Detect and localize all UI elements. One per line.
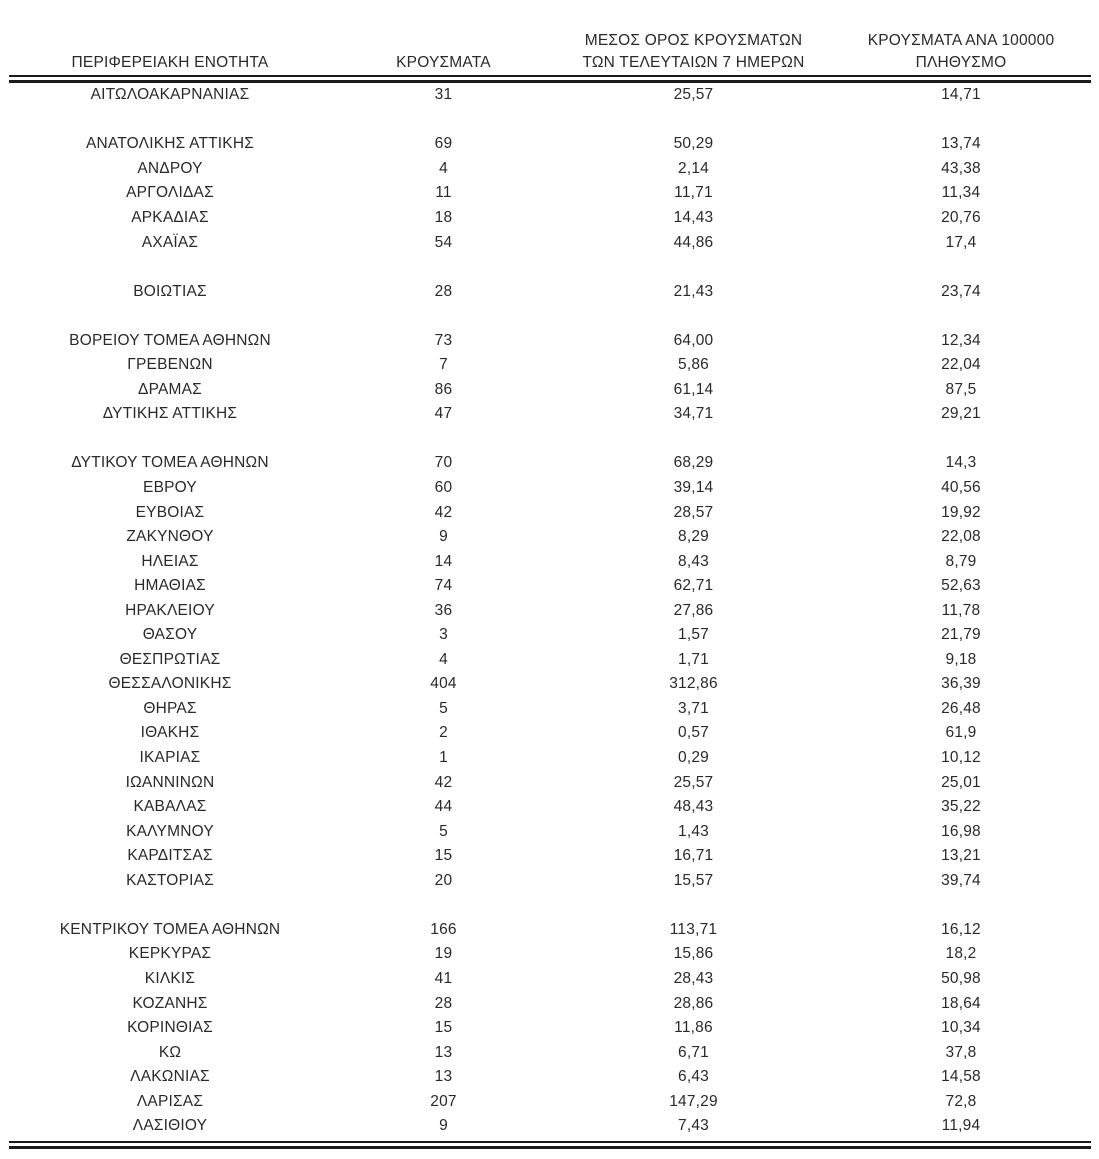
cases-cell: 41 <box>434 969 453 987</box>
cases-cell: 60 <box>434 479 453 497</box>
table-row <box>9 746 1091 771</box>
region-cell: ΚΙΛΚΙΣ <box>144 969 196 987</box>
table-row <box>9 697 1091 722</box>
table-row <box>9 844 1091 869</box>
per-100k-cell: 14,58 <box>941 1068 981 1086</box>
cases-cell: 15 <box>434 1019 453 1037</box>
table-row <box>9 967 1091 992</box>
region-cell: ΘΕΣΣΑΛΟΝΙΚΗΣ <box>108 675 232 693</box>
cases-cell: 20 <box>434 871 453 889</box>
region-cell: ΘΗΡΑΣ <box>143 699 197 717</box>
per-100k-cell: 29,21 <box>941 405 981 423</box>
column-header-cases <box>331 52 556 74</box>
per-100k-cell: 14,3 <box>945 454 977 472</box>
avg-7d-cell: 28,43 <box>673 969 714 987</box>
region-cell: ΒΟΡΕΙΟΥ ΤΟΜΕΑ ΑΘΗΝΩΝ <box>69 331 271 349</box>
avg-7d-cell: 28,57 <box>673 503 714 521</box>
cases-cell: 44 <box>434 798 453 816</box>
cases-cell: 28 <box>434 282 453 300</box>
table-bottom-rule <box>9 1141 1091 1149</box>
per-100k-cell: 72,8 <box>945 1092 977 1110</box>
cases-cell: 166 <box>430 920 457 938</box>
avg-7d-cell: 5,86 <box>678 356 709 374</box>
table-row <box>9 770 1091 795</box>
group-separator <box>9 108 1091 133</box>
region-cell: ΚΑΒΑΛΑΣ <box>133 798 207 816</box>
per-100k-cell: 36,39 <box>941 675 981 693</box>
avg-7d-cell: 27,86 <box>673 601 714 619</box>
region-cell: ΔΥΤΙΚΟΥ ΤΟΜΕΑ ΑΘΗΝΩΝ <box>71 454 269 472</box>
per-100k-cell: 11,34 <box>941 184 981 202</box>
region-cell: ΚΑΡΔΙΤΣΑΣ <box>127 847 213 865</box>
region-cell: ΑΝΑΤΟΛΙΚΗΣ ΑΤΤΙΚΗΣ <box>85 135 255 153</box>
per-100k-cell: 23,74 <box>941 282 981 300</box>
cases-cell: 15 <box>434 847 453 865</box>
group-separator <box>9 427 1091 452</box>
avg-7d-cell: 15,86 <box>673 945 714 963</box>
per-100k-cell: 87,5 <box>945 380 977 398</box>
avg-7d-cell: 28,86 <box>673 994 714 1012</box>
region-cell: ΔΥΤΙΚΗΣ ΑΤΤΙΚΗΣ <box>102 405 238 423</box>
table-row <box>9 328 1091 353</box>
avg-7d-cell: 21,43 <box>673 282 714 300</box>
per-100k-cell: 18,2 <box>945 945 977 963</box>
per-100k-cell: 18,64 <box>941 994 981 1012</box>
avg-7d-cell: 0,29 <box>678 749 709 767</box>
column-header-per-100k-line2: ΠΛΗΘΥΣΜΟ <box>915 54 1007 71</box>
avg-7d-cell: 11,86 <box>674 1019 713 1037</box>
cases-cell: 13 <box>434 1043 453 1061</box>
per-100k-cell: 13,74 <box>941 135 981 153</box>
avg-7d-cell: 34,71 <box>673 405 714 423</box>
cases-cell: 3 <box>439 626 448 644</box>
table-row <box>9 525 1091 550</box>
avg-7d-cell: 113,71 <box>669 920 718 938</box>
region-cell: ΖΑΚΥΝΘΟΥ <box>126 528 214 546</box>
region-cell: ΗΜΑΘΙΑΣ <box>134 577 206 595</box>
table-row <box>9 402 1091 427</box>
per-100k-cell: 21,79 <box>941 626 981 644</box>
region-cell: ΑΧΑΪΑΣ <box>141 233 199 251</box>
per-100k-cell: 52,63 <box>941 577 981 595</box>
table-row <box>9 181 1091 206</box>
region-cell: ΛΑΡΙΣΑΣ <box>136 1092 204 1110</box>
cases-cell: 404 <box>430 675 457 693</box>
avg-7d-cell: 2,14 <box>678 159 709 177</box>
cases-cell: 11 <box>435 184 452 202</box>
avg-7d-cell: 1,57 <box>678 626 709 644</box>
cases-cell: 13 <box>434 1068 453 1086</box>
avg-7d-cell: 61,14 <box>673 380 714 398</box>
column-header-region-label: ΠΕΡΙΦΕΡΕΙΑΚΗ ΕΝΟΤΗΤΑ <box>71 54 269 71</box>
cases-cell: 47 <box>434 405 453 423</box>
table-row <box>9 819 1091 844</box>
cases-cell: 18 <box>434 209 453 226</box>
table-row <box>9 721 1091 746</box>
per-100k-cell: 11,78 <box>941 601 981 619</box>
region-cell: ΕΒΡΟΥ <box>143 479 197 497</box>
cases-cell: 70 <box>434 454 453 472</box>
table-header <box>9 30 1091 74</box>
region-cell: ΛΑΣΙΘΙΟΥ <box>132 1117 208 1135</box>
per-100k-cell: 20,76 <box>941 209 981 226</box>
cases-cell: 28 <box>434 994 453 1012</box>
per-100k-cell: 14,71 <box>941 86 981 104</box>
cases-cell: 36 <box>434 601 453 619</box>
per-100k-cell: 17,4 <box>945 233 977 251</box>
avg-7d-cell: 0,57 <box>678 724 709 742</box>
table-row <box>9 206 1091 231</box>
table-row <box>9 132 1091 157</box>
region-cell: ΑΡΓΟΛΙΔΑΣ <box>126 184 214 202</box>
header-divider-rule <box>9 75 1091 83</box>
region-cell: ΔΡΑΜΑΣ <box>138 380 202 398</box>
cases-cell: 2 <box>439 724 448 742</box>
avg-7d-cell: 3,71 <box>678 699 709 717</box>
table-row <box>9 672 1091 697</box>
table-row <box>9 500 1091 525</box>
per-100k-cell: 50,98 <box>941 969 981 987</box>
avg-7d-cell: 14,43 <box>673 209 714 226</box>
per-100k-cell: 13,21 <box>941 847 981 865</box>
cases-cell: 42 <box>434 773 453 791</box>
avg-7d-cell: 6,71 <box>678 1043 709 1061</box>
table-row <box>9 1016 1091 1041</box>
per-100k-cell: 11,94 <box>941 1117 981 1135</box>
cases-cell: 207 <box>430 1092 457 1110</box>
cases-cell: 7 <box>439 356 448 374</box>
table-row <box>9 157 1091 182</box>
table-row <box>9 991 1091 1016</box>
region-cell: ΓΡΕΒΕΝΩΝ <box>127 356 213 374</box>
per-100k-cell: 22,08 <box>941 528 981 546</box>
cases-cell: 5 <box>439 822 448 840</box>
column-header-avg-7d-line1: ΜΕΣΟΣ ΟΡΟΣ ΚΡΟΥΣΜΑΤΩΝ <box>584 32 803 49</box>
region-cell: ΚΟΡΙΝΘΙΑΣ <box>127 1019 213 1037</box>
avg-7d-cell: 7,43 <box>678 1117 709 1135</box>
cases-cell: 73 <box>434 331 453 349</box>
avg-7d-cell: 39,14 <box>673 479 714 497</box>
avg-7d-cell: 6,43 <box>678 1068 709 1086</box>
cases-cell: 74 <box>434 577 453 595</box>
avg-7d-cell: 147,29 <box>669 1092 718 1110</box>
cases-cell: 42 <box>434 503 453 521</box>
table-row <box>9 1065 1091 1090</box>
avg-7d-cell: 16,71 <box>673 847 714 865</box>
region-cell: ΚΕΝΤΡΙΚΟΥ ΤΟΜΕΑ ΑΘΗΝΩΝ <box>59 920 281 938</box>
avg-7d-cell: 68,29 <box>673 454 714 472</box>
region-cell: ΚΩ <box>158 1043 182 1061</box>
per-100k-cell: 9,18 <box>945 650 977 668</box>
region-cell: ΗΛΕΙΑΣ <box>141 552 199 570</box>
per-100k-cell: 43,38 <box>941 159 981 177</box>
column-header-region <box>9 52 331 74</box>
table-row <box>9 83 1091 108</box>
region-cell: ΑΙΤΩΛΟΑΚΑΡΝΑΝΙΑΣ <box>90 86 250 104</box>
per-100k-cell: 16,98 <box>941 822 981 840</box>
table-row <box>9 869 1091 894</box>
region-cell: ΙΩΑΝΝΙΝΩΝ <box>125 773 215 791</box>
table-row <box>9 623 1091 648</box>
avg-7d-cell: 64,00 <box>673 331 714 349</box>
region-cell: ΘΑΣΟΥ <box>142 626 198 644</box>
region-cell: ΘΕΣΠΡΩΤΙΑΣ <box>119 650 221 668</box>
table-row <box>9 549 1091 574</box>
avg-7d-cell: 8,43 <box>678 552 709 570</box>
per-100k-cell: 35,22 <box>941 798 981 816</box>
region-cell: ΒΟΙΩΤΙΑΣ <box>133 282 207 300</box>
avg-7d-cell: 11,71 <box>674 184 713 202</box>
avg-7d-cell: 15,57 <box>673 871 714 889</box>
cases-cell: 1 <box>439 749 448 767</box>
group-separator <box>9 893 1091 918</box>
cases-cell: 4 <box>439 650 448 668</box>
per-100k-cell: 39,74 <box>941 871 981 889</box>
region-cell: ΑΝΔΡΟΥ <box>137 159 203 177</box>
cases-cell: 19 <box>434 945 453 963</box>
region-cell: ΚΑΛΥΜΝΟΥ <box>126 822 214 840</box>
cases-by-regional-unit-table <box>9 0 1091 1149</box>
per-100k-cell: 8,79 <box>945 552 977 570</box>
per-100k-cell: 10,34 <box>941 1019 981 1037</box>
per-100k-cell: 61,9 <box>945 724 977 742</box>
region-cell: ΗΡΑΚΛΕΙΟΥ <box>125 601 215 619</box>
table-row <box>9 795 1091 820</box>
table-row <box>9 598 1091 623</box>
table-body <box>9 83 1091 1139</box>
cases-cell: 9 <box>439 528 448 546</box>
per-100k-cell: 26,48 <box>941 699 981 717</box>
column-header-avg-7d <box>556 30 831 74</box>
region-cell: ΚΕΡΚΥΡΑΣ <box>128 945 212 963</box>
table-row <box>9 476 1091 501</box>
group-separator <box>9 255 1091 280</box>
cases-cell: 9 <box>439 1117 448 1135</box>
region-cell: ΑΡΚΑΔΙΑΣ <box>131 209 209 226</box>
region-cell: ΙΘΑΚΗΣ <box>140 724 200 742</box>
region-cell: ΚΑΣΤΟΡΙΑΣ <box>126 871 214 889</box>
table-row <box>9 1114 1091 1139</box>
per-100k-cell: 10,12 <box>941 749 981 767</box>
per-100k-cell: 37,8 <box>945 1043 977 1061</box>
region-cell: ΕΥΒΟΙΑΣ <box>135 503 205 521</box>
avg-7d-cell: 312,86 <box>669 675 718 693</box>
cases-cell: 31 <box>434 86 453 104</box>
table-row <box>9 942 1091 967</box>
column-header-per-100k <box>831 30 1091 74</box>
table-row <box>9 574 1091 599</box>
table-row <box>9 353 1091 378</box>
cases-cell: 14 <box>434 552 453 570</box>
per-100k-cell: 22,04 <box>941 356 981 374</box>
avg-7d-cell: 62,71 <box>673 577 714 595</box>
column-header-cases-label: ΚΡΟΥΣΜΑΤΑ <box>396 54 491 71</box>
cases-cell: 69 <box>434 135 453 153</box>
per-100k-cell: 25,01 <box>941 773 981 791</box>
avg-7d-cell: 44,86 <box>673 233 714 251</box>
table-row <box>9 648 1091 673</box>
avg-7d-cell: 48,43 <box>673 798 714 816</box>
region-cell: ΙΚΑΡΙΑΣ <box>139 749 201 767</box>
table-row <box>9 378 1091 403</box>
table-row <box>9 1040 1091 1065</box>
per-100k-cell: 19,92 <box>941 503 981 521</box>
table-row <box>9 279 1091 304</box>
table-row <box>9 230 1091 255</box>
avg-7d-cell: 50,29 <box>673 135 714 153</box>
group-separator <box>9 304 1091 329</box>
cases-cell: 4 <box>439 159 448 177</box>
region-cell: ΚΟΖΑΝΗΣ <box>132 994 208 1012</box>
avg-7d-cell: 25,57 <box>673 773 714 791</box>
table-row <box>9 1089 1091 1114</box>
avg-7d-cell: 8,29 <box>678 528 709 546</box>
column-header-avg-7d-line2: ΤΩΝ ΤΕΛΕΥΤΑΙΩΝ 7 ΗΜΕΡΩΝ <box>582 54 805 71</box>
per-100k-cell: 12,34 <box>941 331 981 349</box>
cases-cell: 5 <box>439 699 448 717</box>
column-header-per-100k-line1: ΚΡΟΥΣΜΑΤΑ ΑΝΑ 100000 <box>867 32 1055 49</box>
cases-cell: 54 <box>434 233 453 251</box>
cases-cell: 86 <box>434 380 453 398</box>
avg-7d-cell: 1,71 <box>678 650 709 668</box>
table-row <box>9 918 1091 943</box>
per-100k-cell: 40,56 <box>941 479 981 497</box>
avg-7d-cell: 1,43 <box>678 822 709 840</box>
region-cell: ΛΑΚΩΝΙΑΣ <box>130 1068 210 1086</box>
avg-7d-cell: 25,57 <box>673 86 714 104</box>
table-row <box>9 451 1091 476</box>
per-100k-cell: 16,12 <box>941 920 981 938</box>
